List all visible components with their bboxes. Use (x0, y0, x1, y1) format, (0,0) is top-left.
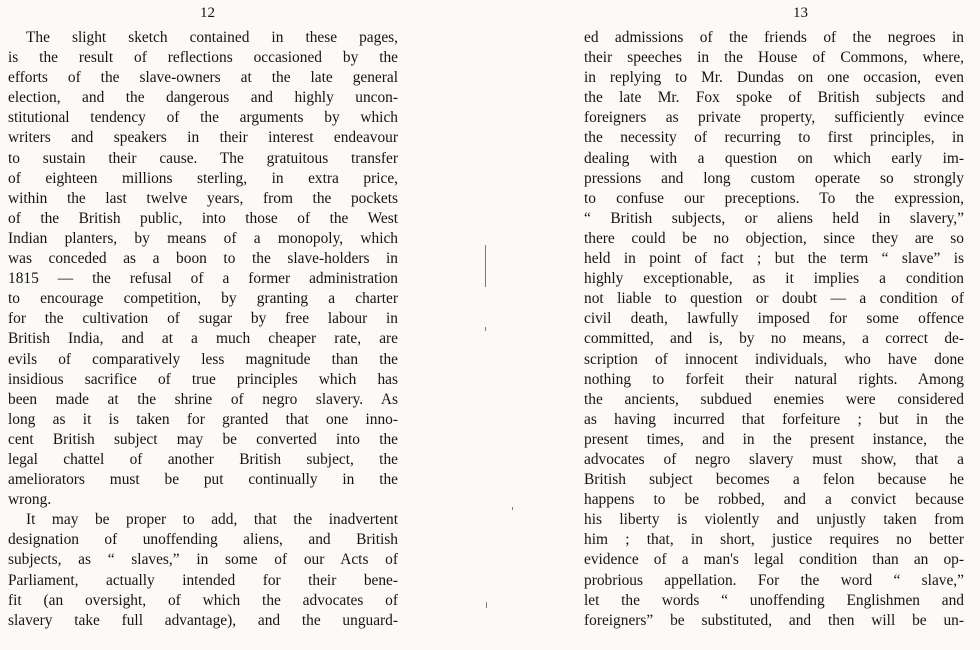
page-number-right: 13 (793, 5, 808, 21)
right-page (490, 0, 980, 650)
text-line: happens to be robbed, and a convict because (584, 491, 964, 509)
text-line: to confuse our preceptions. To the expression, (584, 189, 964, 207)
text-line: legal chattel of another British subject, the (8, 450, 398, 468)
text-line: present times, and in the present instance, the (584, 430, 964, 448)
text-line: stitutional tendency of the arguments by which (8, 109, 398, 127)
text-line: let the words “ unoffending Englishmen and (584, 591, 964, 609)
text-line: highly exceptionable, as it implies a condition (584, 270, 964, 288)
text-line: the late Mr. Fox spoke of British subjects and (584, 89, 964, 107)
text-line: insidious sacrifice of true principles which has (8, 370, 398, 388)
text-line: his liberty is violently and unjustly taken from (584, 511, 964, 529)
text-line: held in point of fact ; but the term “ slave” is (584, 250, 964, 268)
right-page-text (584, 28, 964, 631)
text-line: in replying to Mr. Dundas on one occasion, even (584, 69, 964, 87)
text-line: him ; that, in short, justice requires no better (584, 531, 964, 549)
text-line: writers and speakers in their interest endeavour (8, 129, 398, 147)
text-line: advocates of negro slavery must show, that a (584, 450, 964, 468)
text-line: British India, and at a much cheaper rate, are (8, 330, 398, 348)
text-line: committed, and is, by no means, a correct de- (584, 330, 964, 348)
text-line: was conceded as a boon to the slave-holders in (8, 250, 398, 268)
text-line: been made at the shrine of negro slavery. As (8, 390, 398, 408)
gutter-mark (485, 327, 486, 331)
text-line: within the last twelve years, from the pockets (8, 189, 398, 207)
text-line: cent British subject may be converted into the (8, 430, 398, 448)
text-line: civil death, lawfully imposed for some offence (584, 310, 964, 328)
text-line: slavery take full advantage), and the unguard- (8, 611, 398, 629)
text-line: there could be no objection, since they are so (584, 229, 964, 247)
text-line: Indian planters, by means of a monopoly, which (8, 229, 398, 247)
text-line: subjects, as “ slaves,” in some of our Acts of (8, 551, 398, 569)
text-line: efforts of the slave-owners at the late general (8, 69, 398, 87)
gutter-mark (486, 602, 487, 608)
text-line: probrious appellation. For the word “ slave,” (584, 571, 964, 589)
text-line: scription of innocent individuals, who have done (584, 350, 964, 368)
text-line: ed admissions of the friends of the negroes in (584, 29, 964, 46)
text-line: “ British subjects, or aliens held in slavery,” (584, 209, 964, 227)
text-line: Parliament, actually intended for their bene- (8, 571, 398, 589)
text-line: foreigners” be substituted, and then will be un- (584, 611, 964, 629)
text-line: to sustain their cause. The gratuitous transfer (8, 149, 398, 167)
text-line: the ancients, subdued enemies were considered (584, 390, 964, 408)
text-line: as having incurred that forfeiture ; but in the (584, 410, 964, 428)
text-line: The slight sketch contained in these pages, (26, 29, 398, 46)
text-line: to encourage competition, by granting a charter (8, 290, 398, 308)
text-line: the necessity of recurring to first principles, in (584, 129, 964, 147)
text-line: evils of comparatively less magnitude than the (8, 350, 398, 368)
text-line: is the result of reflections occasioned by the (8, 49, 398, 67)
text-line: long as it is taken for granted that one inno- (8, 410, 398, 428)
text-line: of the British public, into those of the West (8, 209, 398, 227)
gutter-mark (485, 245, 486, 287)
text-line: wrong. (8, 491, 52, 509)
text-line: pressions and long custom operate so strongly (584, 169, 964, 187)
text-line: foreigners as private property, sufficiently evince (584, 109, 964, 127)
text-line: ameliorators must be put continually in the (8, 471, 398, 489)
text-line: nothing to forfeit their natural rights. Among (584, 370, 964, 388)
text-line: dealing with a question on which early im- (584, 149, 964, 167)
text-line: for the cultivation of sugar by free labour in (8, 310, 398, 328)
text-line: 1815 — the refusal of a former administration (8, 270, 398, 288)
text-line: of eighteen millions sterling, in extra price, (8, 169, 398, 187)
text-line: election, and the dangerous and highly uncon- (8, 89, 398, 107)
text-line: fit (an oversight, of which the advocates of (8, 591, 398, 609)
text-line: It may be proper to add, that the inadvertent (26, 511, 398, 529)
page-number-left: 12 (200, 5, 215, 21)
text-line: British subject becomes a felon because he (584, 471, 964, 489)
left-page-text (8, 28, 398, 631)
text-line: their speeches in the House of Commons, where, (584, 49, 964, 67)
text-line: evidence of a man's legal condition than an op- (584, 551, 964, 569)
text-line: not liable to question or doubt — a condition of (584, 290, 964, 308)
text-line: designation of unoffending aliens, and British (8, 531, 398, 549)
